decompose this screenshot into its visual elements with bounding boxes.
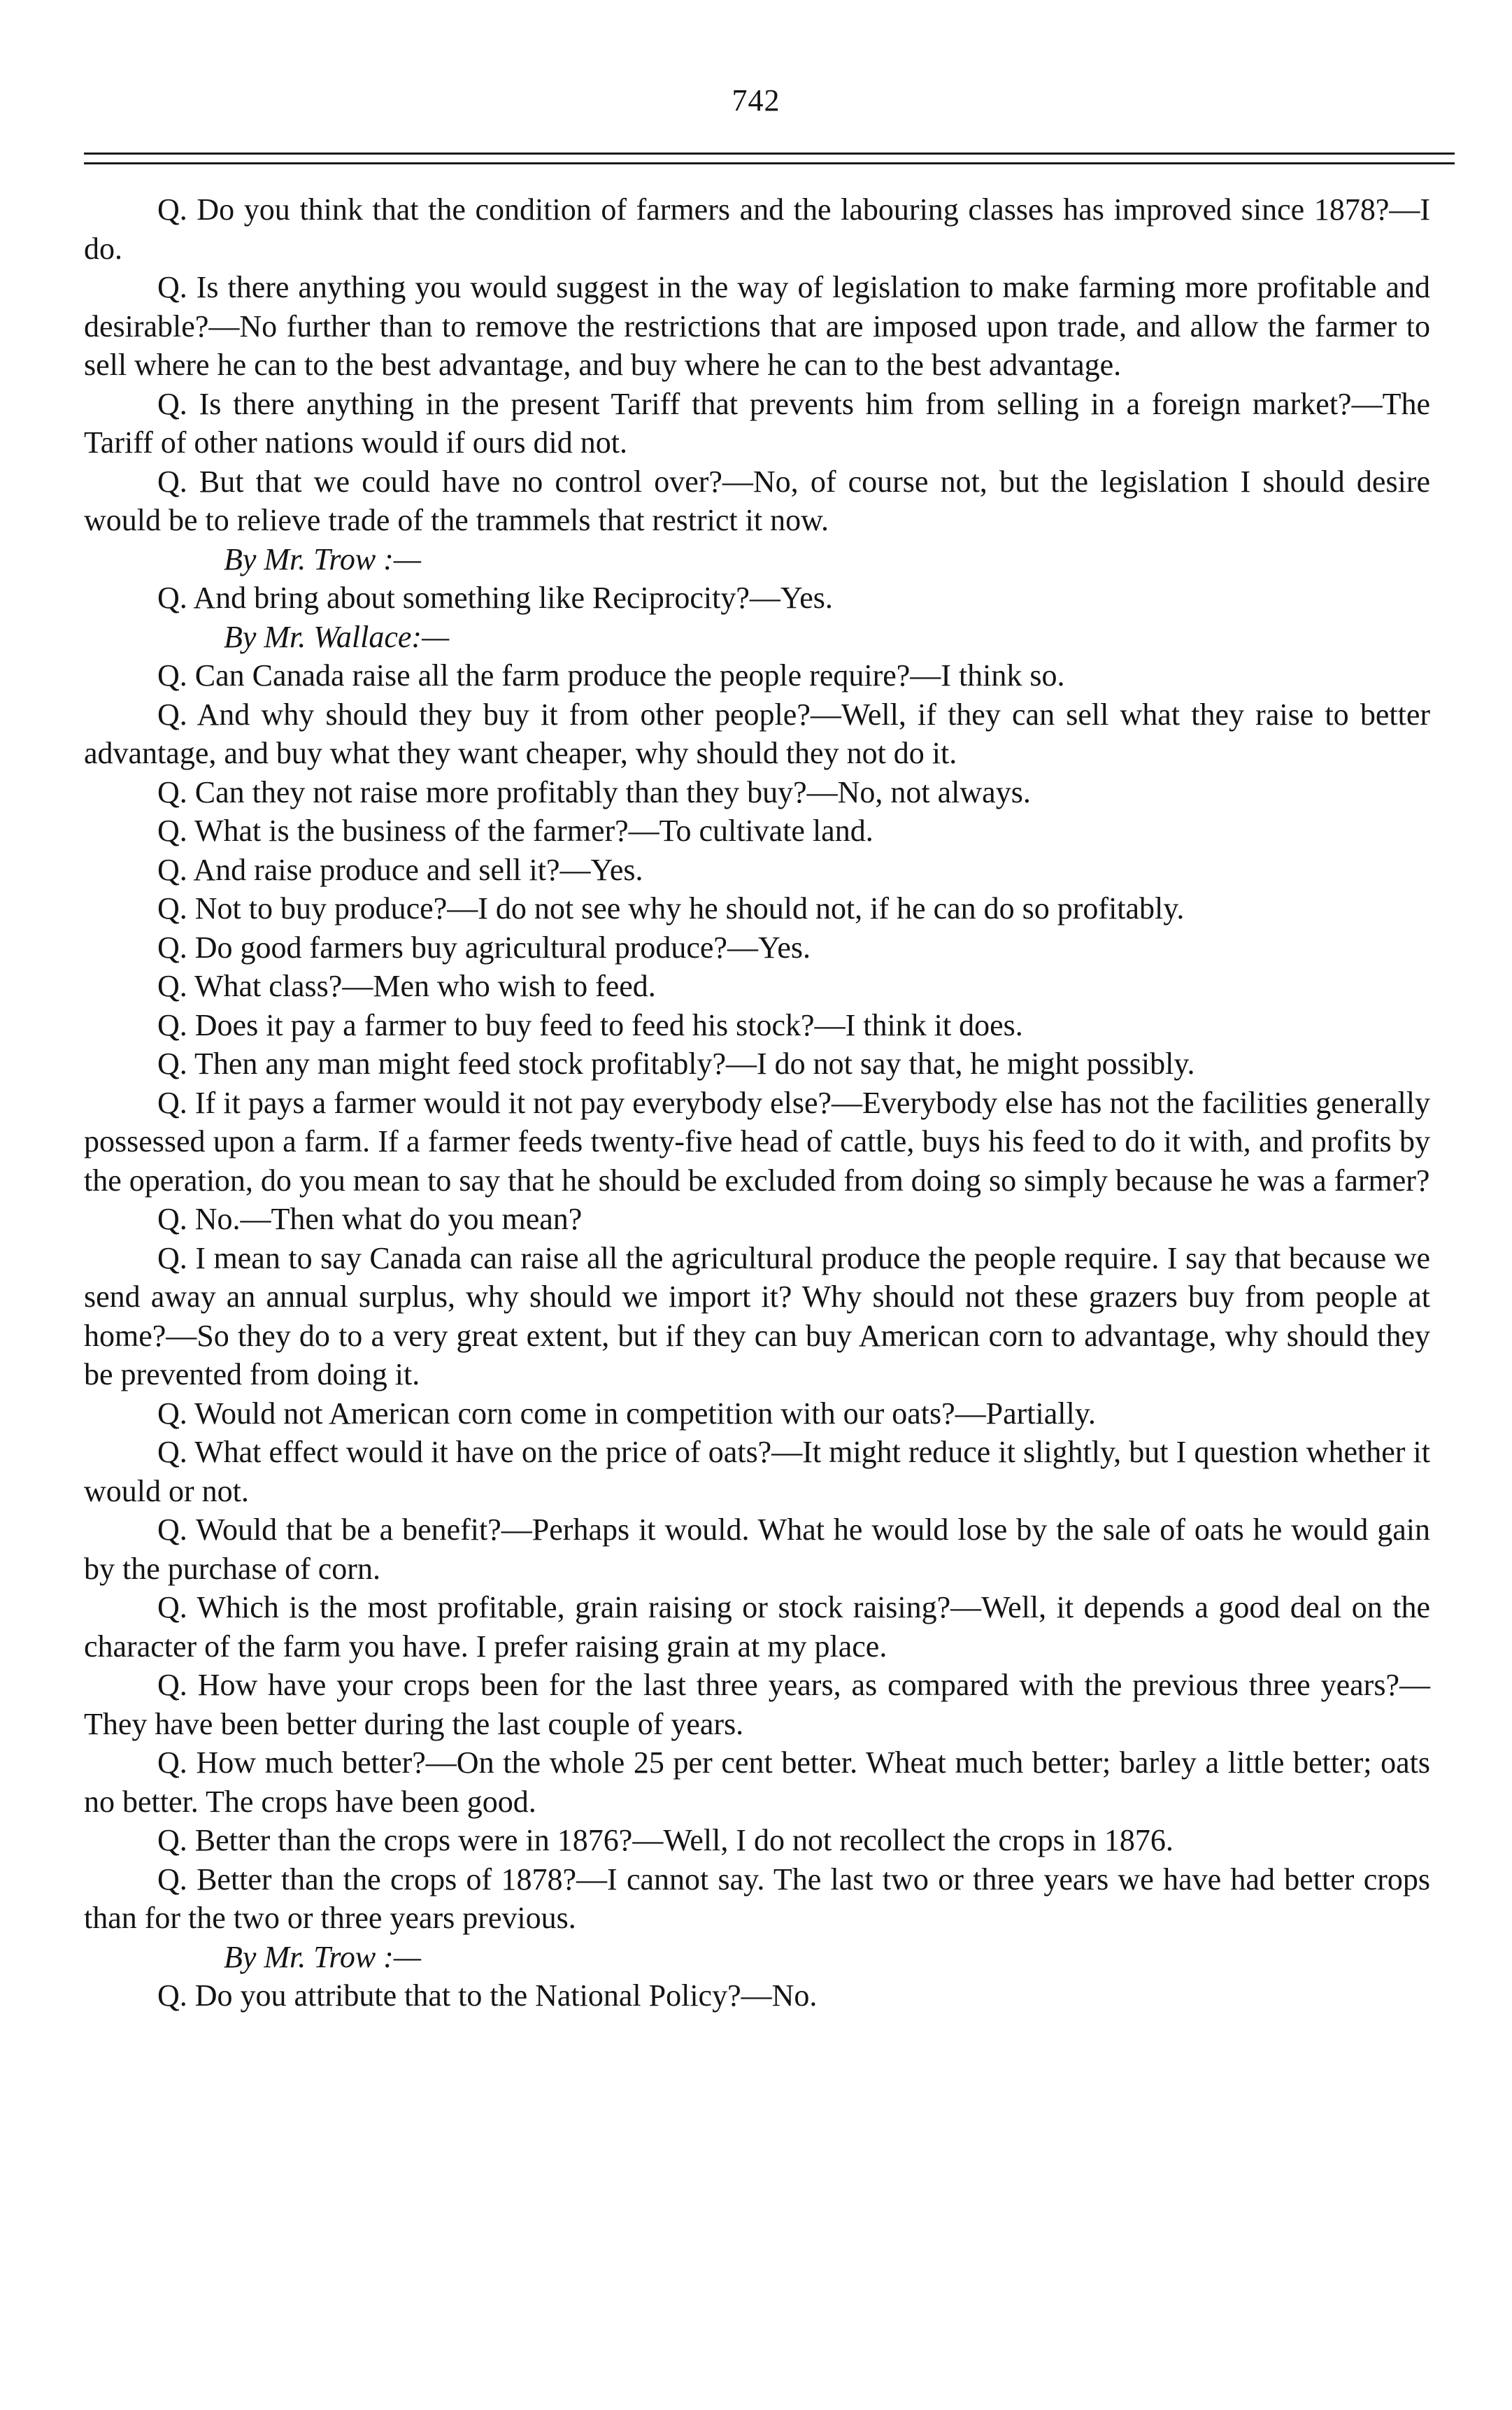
qa-paragraph: Q. I mean to say Canada can raise all the agricultural produce the people require. I say that because we send away an annual surplus, why should we import it? Why should not these grazers buy from people at home?—So they do to a very great extent, but if they can buy American corn to advantage, why should they be prevented from doing it. (84, 1240, 1430, 1391)
header-rule-top (84, 153, 1455, 155)
qa-paragraph: Q. And why should they buy it from other people?—Well, if they can sell what they raise to better advantage, and buy what they want cheaper, why should they not do it. (84, 697, 1430, 770)
qa-paragraph: Q. Can Canada raise all the farm produce the people require?—I think so. (157, 658, 1065, 693)
qa-paragraph: Q. No.—Then what do you mean? (157, 1202, 583, 1236)
header-rule-bottom (84, 162, 1455, 164)
qa-paragraph: Q. Does it pay a farmer to buy feed to feed his stock?—I think it does. (157, 1007, 1023, 1042)
qa-paragraph: Q. But that we could have no control over?—No, of course not, but the legislation I should desire would be to relieve trade of the trammels that restrict it now. (84, 464, 1430, 537)
testimony-text (84, 190, 1430, 2015)
qa-paragraph: Q. And raise produce and sell it?—Yes. (157, 852, 643, 887)
qa-paragraph: Q. Not to buy produce?—I do not see why he should not, if he can do so profitably. (157, 891, 1185, 926)
qa-paragraph: Q. Is there anything in the present Tariff that prevents him from selling in a foreign market?—The Tariff of other nations would if ours did not. (84, 386, 1430, 460)
qa-paragraph: Q. And bring about something like Reciprocity?—Yes. (157, 581, 833, 615)
qa-paragraph: Q. Do good farmers buy agricultural produce?—Yes. (157, 930, 811, 965)
qa-paragraph: Q. Do you attribute that to the National Policy?—No. (157, 1978, 818, 2013)
qa-paragraph: Q. Can they not raise more profitably than they buy?—No, not always. (157, 774, 1031, 809)
qa-paragraph: Q. Which is the most profitable, grain raising or stock raising?—Well, it depends a good deal on the character of the farm you have. I prefer raising grain at my place. (84, 1590, 1430, 1664)
qa-paragraph: Q. If it pays a farmer would it not pay everybody else?—Everybody else has not the facilities generally possessed upon a farm. If a farmer feeds twenty-five head of cattle, buys his feed to do it with, and profits by the operation, do you mean to say that he should be excluded from doing so simply because he was a farmer? (84, 1085, 1430, 1198)
page-number: 742 (732, 83, 780, 118)
qa-paragraph: Q. Would not American corn come in competition with our oats?—Partially. (157, 1396, 1096, 1431)
qa-paragraph: Q. What is the business of the farmer?—To cultivate land. (157, 814, 873, 848)
qa-paragraph: Q. How have your crops been for the last three years, as compared with the previous three years?—They have been better during the last couple of years. (84, 1668, 1430, 1741)
qa-paragraph: Q. Is there anything you would suggest in the way of legislation to make farming more profitable and desirable?—No further than to remove the restrictions that are imposed upon trade, and allow the farmer to sell where he can to the best advantage, and buy where he can to the best advantage. (84, 270, 1430, 382)
qa-paragraph: Q. Better than the crops were in 1876?—Well, I do not recollect the crops in 1876. (157, 1823, 1174, 1857)
qa-paragraph: Q. Then any man might feed stock profitably?—I do not say that, he might possibly. (157, 1047, 1195, 1081)
speaker-heading: By Mr. Wallace:— (224, 619, 450, 654)
qa-paragraph: Q. What class?—Men who wish to feed. (157, 969, 656, 1003)
speaker-heading: By Mr. Trow :— (224, 541, 421, 576)
speaker-heading: By Mr. Trow :— (224, 1939, 421, 1974)
qa-paragraph: Q. Would that be a benefit?—Perhaps it would. What he would lose by the sale of oats he would gain by the purchase of corn. (84, 1512, 1430, 1586)
qa-paragraph: Q. Do you think that the condition of farmers and the labouring classes has improved since 1878?—I do. (84, 192, 1430, 266)
qa-paragraph: Q. What effect would it have on the price of oats?—It might reduce it slightly, but I question whether it would or not. (84, 1435, 1430, 1508)
qa-paragraph: Q. How much better?—On the whole 25 per cent better. Wheat much better; barley a little better; oats no better. The crops have been good. (84, 1745, 1430, 1819)
qa-paragraph: Q. Better than the crops of 1878?—I cannot say. The last two or three years we have had better crops than for the two or three years previous. (84, 1862, 1430, 1935)
